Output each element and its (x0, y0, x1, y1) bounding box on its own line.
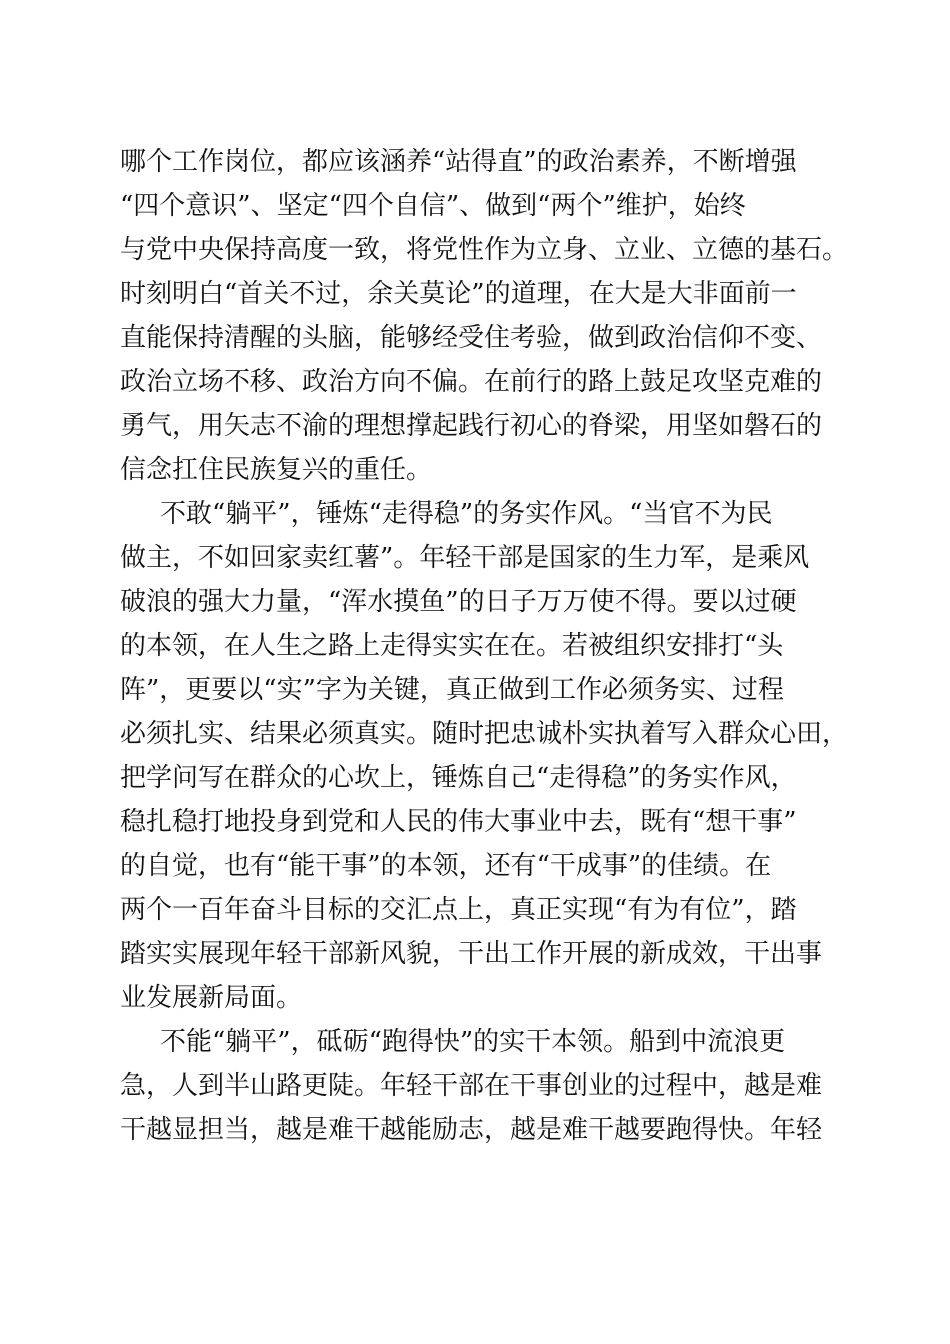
paragraph (120, 140, 849, 492)
text-line: 稳扎稳打地投身到党和人民的伟大事业中去，既有“想干事” (120, 807, 797, 837)
text-line: 不能“躺平”，砥砺“跑得快”的实干本领。船到中流浪更 (160, 1027, 786, 1057)
text-line: 两个一百年奋斗目标的交汇点上，真正实现“有为有位”，踏 (120, 895, 797, 925)
text-line: 直能保持清醒的头脑，能够经受住考验，做到政治信仰不变、 (120, 323, 823, 353)
text-line: 的本领，在人生之路上走得实实在在。若被组织安排打“头 (120, 631, 784, 661)
text-line: 做主，不如回家卖红薯”。年轻干部是国家的生力军，是乘风 (120, 543, 810, 573)
text-line: 业发展新局面。 (120, 983, 303, 1013)
paragraph (120, 492, 849, 1020)
text-line: “四个意识”、坚定“四个自信”、做到“两个”维护，始终 (120, 191, 746, 221)
text-line: 把学问写在群众的心坎上，锤炼自己“走得稳”的务实作风， (120, 763, 797, 793)
text-line: 不敢“躺平”，锤炼“走得稳”的务实作风。“当官不为民 (160, 499, 773, 529)
text-line: 勇气，用矢志不渝的理想撑起践行初心的脊梁，用坚如磐石的 (120, 411, 823, 441)
text-line: 时刻明白“首关不过，余关莫论”的道理，在大是大非面前一 (120, 279, 797, 309)
document-body (120, 140, 849, 1152)
text-line: 政治立场不移、政治方向不偏。在前行的路上鼓足攻坚克难的 (120, 367, 823, 397)
text-line: 阵”，更要以“实”字为关键，真正做到工作必须务实、过程 (120, 675, 784, 705)
text-line: 与党中央保持高度一致，将党性作为立身、立业、立德的基石。 (120, 235, 849, 265)
text-line: 破浪的强大力量，“浑水摸鱼”的日子万万使不得。要以过硬 (120, 587, 797, 617)
text-line: 干越显担当，越是难干越能励志，越是难干越要跑得快。年轻 (120, 1115, 823, 1145)
text-line: 踏实实展现年轻干部新风貌，干出工作开展的新成效，干出事 (120, 939, 823, 969)
paragraph (120, 1020, 840, 1152)
text-line: 哪个工作岗位，都应该涵养“站得直”的政治素养，不断增强 (120, 147, 797, 177)
text-line: 必须扎实、结果必须真实。随时把忠诚朴实执着写入群众心田， (120, 719, 849, 749)
text-line: 信念扛住民族复兴的重任。 (120, 455, 433, 485)
text-line: 的自觉，也有“能干事”的本领，还有“干成事”的佳绩。在 (120, 851, 772, 881)
text-line: 急，人到半山路更陡。年轻干部在干事创业的过程中，越是难 (120, 1071, 823, 1101)
